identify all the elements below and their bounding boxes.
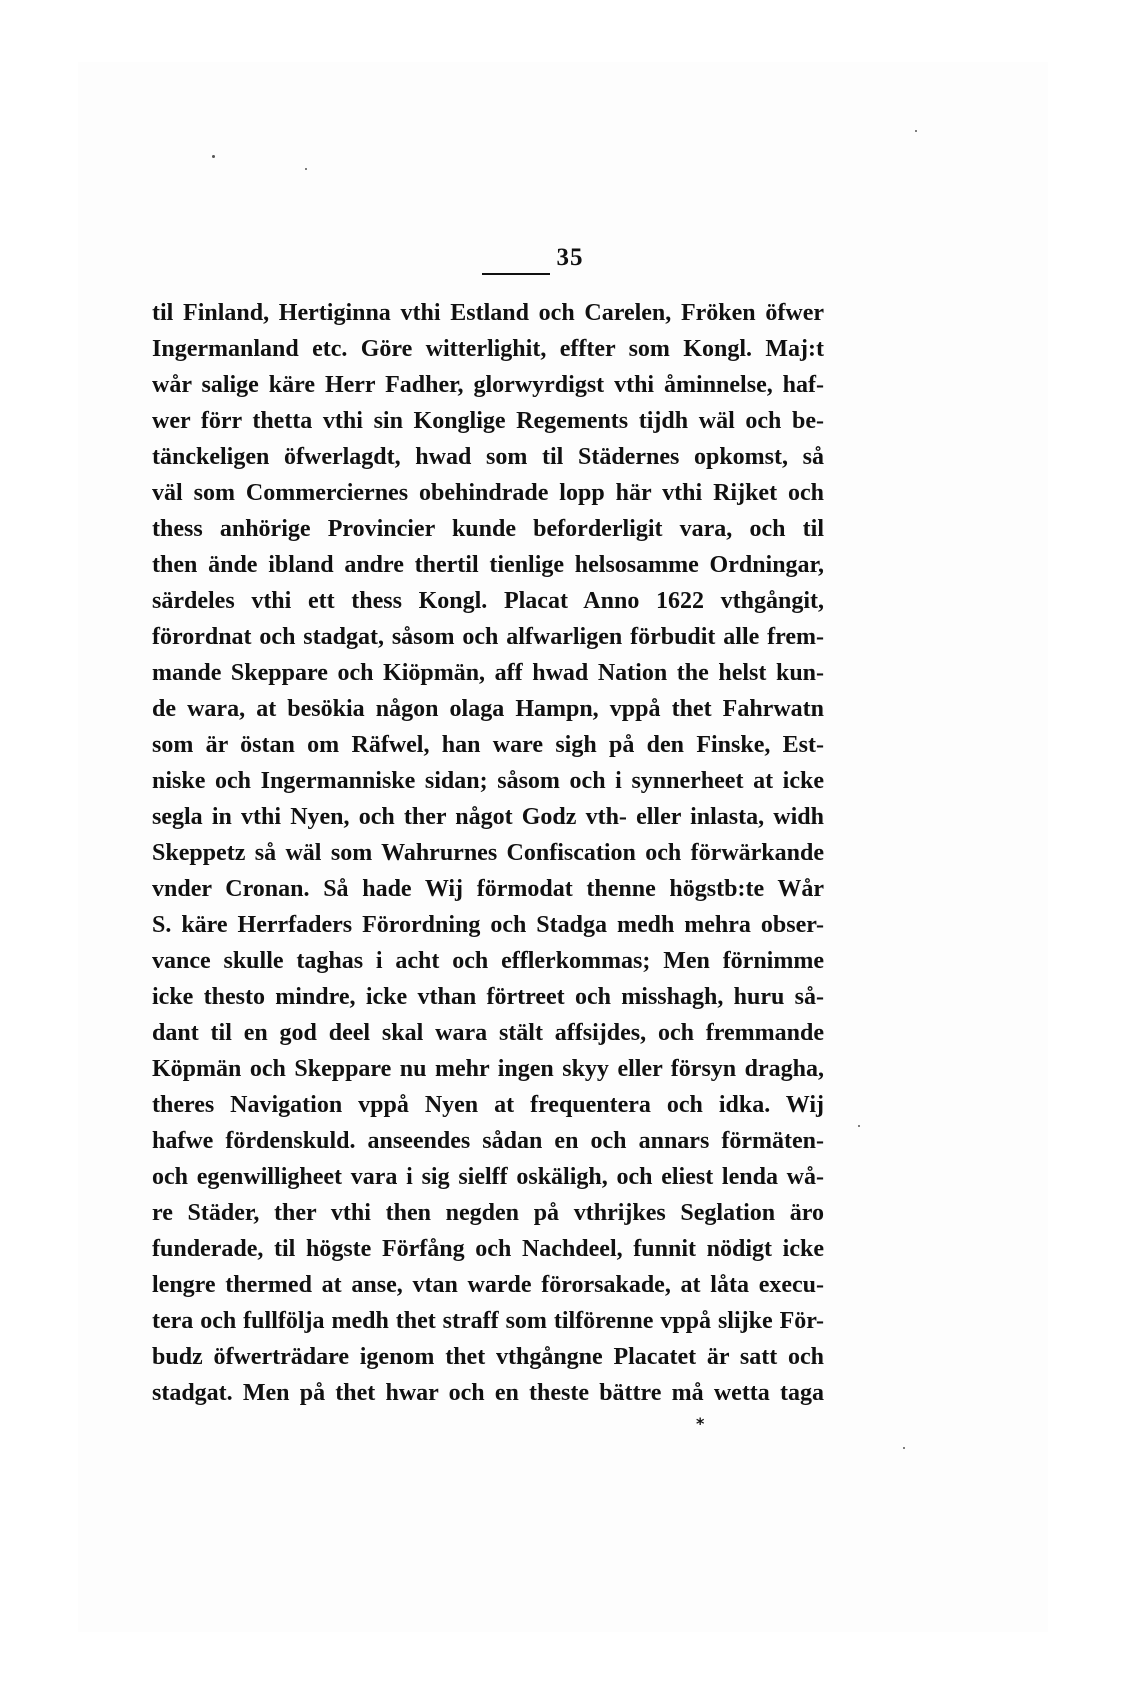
text-line: dant til en god deel skal wara stält affsijdes, och fremmande [152,1020,824,1046]
text-line: tänckeligen öfwerlagdt, hwad som til Städernes opkomst, så [152,444,824,470]
text-line: hafwe fördenskuld. anseendes sådan en och annars förmäten- [152,1128,824,1154]
scan-speck [915,130,917,132]
text-line: segla in vthi Nyen, och ther något Godz vth- eller inlasta, widh [152,804,824,830]
text-line: theres Navigation vppå Nyen at frequentera och idka. Wij [152,1092,824,1118]
text-line: särdeles vthi ett thess Kongl. Placat Anno 1622 vthgångit, [152,588,824,614]
text-line: icke thesto mindre, icke vthan förtreet och misshagh, huru så- [152,984,824,1010]
text-line: mande Skeppare och Kiöpmän, aff hwad Nation the helst kun- [152,660,824,686]
scan-speck [858,1125,860,1127]
text-line: re Städer, ther vthi then negden på vthrijkes Seglation äro [152,1200,824,1226]
text-line: vnder Cronan. Så hade Wij förmodat thenne högstb:te Wår [152,876,824,902]
text-line: och egenwilligheet vara i sig sielff oskäligh, och eliest lenda wå- [152,1164,824,1190]
page-number: 35 [556,244,584,271]
text-line: vance skulle taghas i acht och efflerkommas; Men förnimme [152,948,824,974]
text-line: budz öfwerträdare igenom thet vthgångne Placatet är satt och [152,1344,824,1370]
text-line: Skeppetz så wäl som Wahrurnes Confiscation och förwärkande [152,840,824,866]
text-line: stadgat. Men på thet hwar och en theste bättre må wetta taga [152,1380,824,1406]
text-line: Köpmän och Skeppare nu mehr ingen skyy eller försyn dragha, [152,1056,824,1082]
text-line: som är östan om Räfwel, han ware sigh på den Finske, Est- [152,732,824,758]
text-line: thess anhörige Provincier kunde beforderligit vara, och til [152,516,824,542]
text-line: Ingermanland etc. Göre witterlighit, effter som Kongl. Maj:t [152,336,824,362]
scan-speck [305,168,307,170]
text-line: wår salige käre Herr Fadher, glorwyrdigst vthi åminnelse, haf- [152,372,824,398]
scan-speck [903,1447,905,1449]
signature-mark: * [696,1414,705,1433]
text-line: funderade, til högste Förfång och Nachdeel, funnit nödigt icke [152,1236,824,1262]
text-line: S. käre Herrfaders Förordning och Stadga medh mehra obser- [152,912,824,938]
scan-speck [212,155,215,158]
text-line: förordnat och stadgat, såsom och alfwarligen förbudit alle frem- [152,624,824,650]
text-line: lengre thermed at anse, vtan warde förorsakade, at låta execu- [152,1272,824,1298]
text-line: de wara, at besökia någon olaga Hampn, vppå thet Fahrwatn [152,696,824,722]
text-line: then ände ibland andre thertil tienlige helsosamme Ordningar, [152,552,824,578]
text-line: wer förr thetta vthi sin Konglige Regements tijdh wäl och be- [152,408,824,434]
text-line: tera och fullfölja medh thet straff som tilförenne vppå slijke För- [152,1308,824,1334]
page-number-rule [482,273,550,275]
body-text [152,295,824,1411]
text-line: niske och Ingermanniske sidan; såsom och i synnerheet at icke [152,768,824,794]
text-line: til Finland, Hertiginna vthi Estland och Carelen, Fröken öfwer [152,300,824,326]
text-line: väl som Commerciernes obehindrade lopp här vthi Rijket och [152,480,824,506]
